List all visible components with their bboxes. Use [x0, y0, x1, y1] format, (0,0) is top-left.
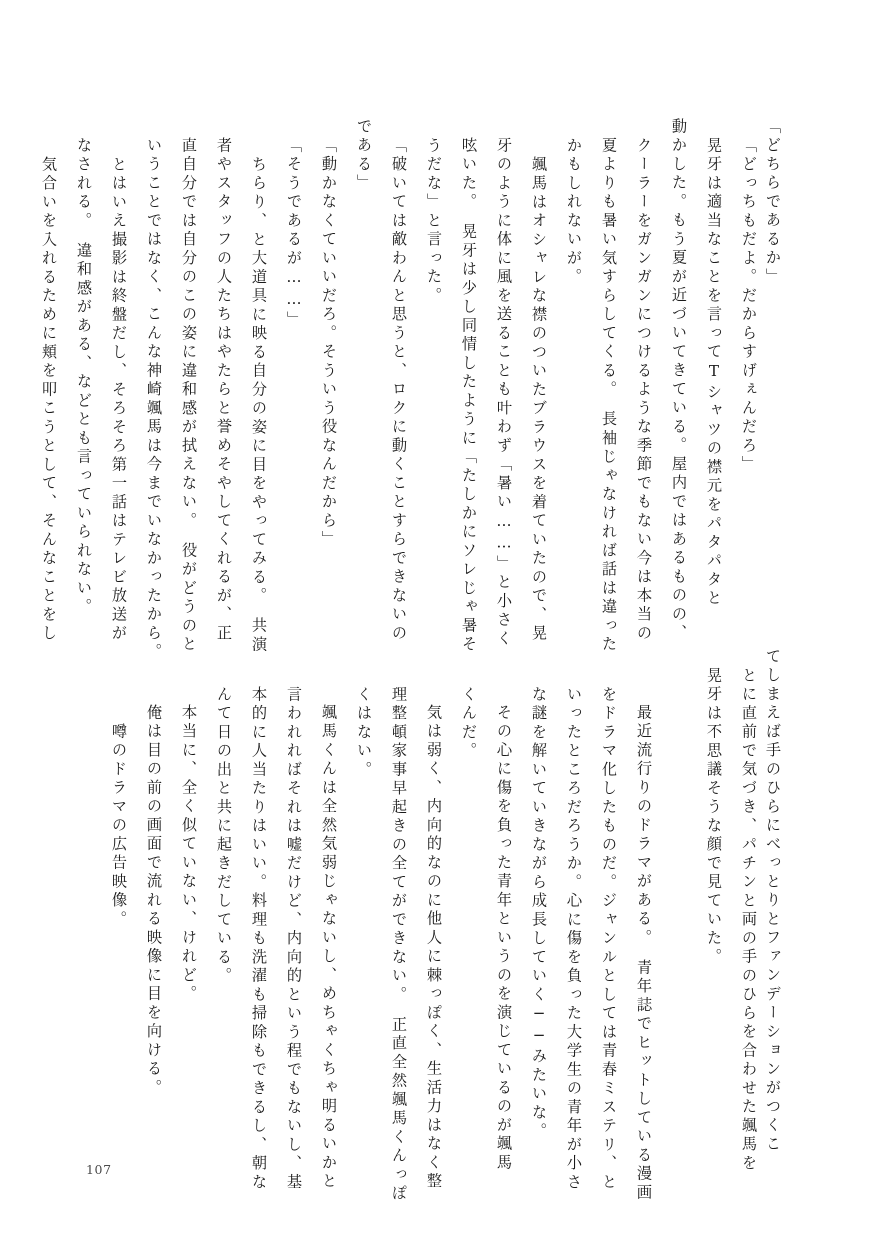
text-column: ちらり、と大道具に映る自分の姿に目をやってみる。 共演	[250, 155, 268, 655]
text-column: 最近流行りのドラマがある。 青年誌でヒットしている漫画	[635, 704, 653, 1204]
text-column: をドラマ化したものだ。ジャンルとしては青春ミステリ、と	[600, 685, 618, 1192]
text-column: 夏よりも暑い気すらしてくる。 長袖じゃなければ話は違った	[600, 136, 618, 655]
text-column: 俺は目の前の画面で流れる映像に目を向ける。	[145, 704, 163, 1099]
text-column: 者やスタッフの人たちはやたらと誉めそやしてくれるが、正	[215, 136, 233, 644]
text-column: なされる。 違和感がある、などとも言っていられない。	[75, 136, 93, 617]
text-column: 颯馬はオシャレな襟のついたブラウスを着ていたので、晃	[530, 155, 548, 644]
text-column: 言われればそれは嘘だけど、内向的という程でもないし、基	[285, 685, 303, 1192]
text-column: くはない。	[355, 685, 373, 780]
text-column: 颯馬くんは全然気弱じゃないし、めちゃくちゃ明るいかと	[320, 704, 338, 1192]
text-column: 「どちらであるか」	[764, 118, 782, 287]
text-column: とに直前で気づき、パチンと両の手のひらを合わせた颯馬を	[740, 666, 758, 1174]
text-column: 理整頓家事早起きの全てができない。 正直全然颯馬くんっぽ	[390, 685, 408, 1203]
text-column: かもしれないが。	[565, 136, 583, 287]
text-block-1	[21, 118, 780, 662]
text-column: いうことではなく、こんな神崎颯馬は今までいなかったから。	[145, 136, 163, 662]
text-column: いったところだろうか。心に傷を負った大学生の青年が小さ	[565, 685, 583, 1192]
text-column: 気合いを入れるために頬を叩こうとして、そんなことをし	[40, 155, 58, 644]
text-column: 呟いた。 晃牙は少し同情したように「たしかにソレじゃ暑そ	[460, 136, 478, 655]
text-column: んて日の出と共に起きだしている。	[215, 685, 233, 986]
text-column: 晃牙は不思議そうな顔で見ていた。	[705, 666, 723, 967]
text-column: 直自分では自分のこの姿に違和感が拭えない。 役がどうのと	[180, 136, 198, 655]
text-column: 気は弱く、内向的なのに他人に棘っぽく、生活力はなく整	[425, 704, 443, 1192]
text-column: 「そうであるが……」	[285, 136, 303, 330]
text-column: 本的に人当たりはいい。料理も洗濯も掃除もできるし、朝な	[250, 685, 268, 1192]
text-column: 「どっちもだよ。だからすげぇんだろ」	[740, 136, 758, 475]
text-column: 動かした。もう夏が近づいてきている。屋内ではあるものの、	[670, 118, 688, 643]
text-column: 「動かなくていいだろ。そういう役なんだから」	[320, 136, 338, 550]
text-column: 噂のドラマの広告映像。	[110, 723, 128, 930]
text-column: とはいえ撮影は終盤だし、そろそろ第一話はテレビ放送が	[110, 155, 128, 644]
text-block-2	[91, 648, 780, 1203]
text-column: 牙のように体に風を送ることも叶わず「暑い……」と小さく	[495, 136, 513, 649]
text-column: てしまえば手のひらにべっとりとファンデーションがつくこ	[764, 648, 782, 1155]
text-column: 「破いては敵わんと思うと、ロクに動くことすらできないの	[390, 136, 408, 644]
text-column: くんだ。	[460, 685, 478, 761]
text-column: うだな」と言った。	[425, 136, 443, 306]
text-column: 晃牙は適当なことを言ってTシャツの襟元をパタパタと	[705, 136, 723, 609]
text-column: な謎を解いていきながら成長していく──みたいな。	[530, 685, 548, 1142]
text-column: その心に傷を負った青年というのを演じているのが颯馬	[495, 704, 513, 1174]
text-column: である」	[355, 118, 373, 193]
text-column: 本当に、全く似ていない、けれど。	[180, 704, 198, 1005]
text-column: クーラーをガンガンにつけるような季節でもない今は本当の	[635, 136, 653, 644]
page-number: 107	[86, 1162, 112, 1177]
